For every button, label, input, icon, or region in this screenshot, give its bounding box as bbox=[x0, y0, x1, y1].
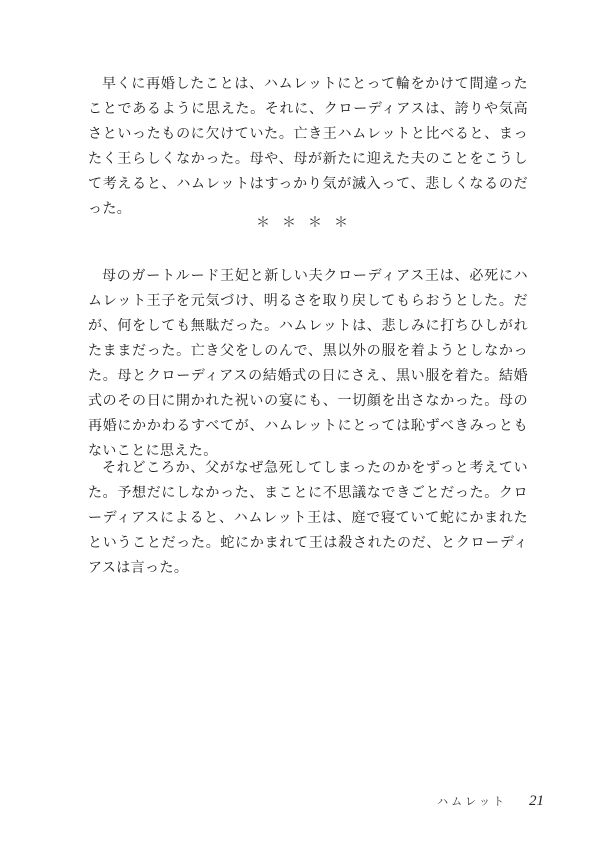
running-head: ハムレット bbox=[437, 795, 507, 808]
paragraph-3: それどころか、父がなぜ急死してしまったのかをずっと考えていた。予想だにしなかった、まことに不思議なできごとだった。クローディアスによると、ハムレット王は、庭で寝ていて蛇にかまれたということだった。蛇にかまれて王は殺されたのだ、とクローディアスは言った。 bbox=[88, 460, 528, 576]
page-number: 21 bbox=[529, 793, 544, 809]
page-footer bbox=[437, 793, 544, 810]
paragraph-2: 母のガートルード王妃と新しい夫クローディアス王は、必死にハムレット王子を元気づけ、明るさを取り戻してもらおうとした。だが、何をしても無駄だった。ハムレットは、悲しみに打ちひしがれたままだった。亡き父をしのんで、黒以外の服を着ようとしなかった。母とクローディアスの結婚式の日にさえ、黒い服を着た。結婚式のその日に開かれた祝いの宴にも、一切顔を出さなかった。母の再婚にかかわるすべてが、ハムレットにとっては恥ずべきみっともないことに思えた。 bbox=[88, 268, 528, 459]
paragraph-1: 早くに再婚したことは、ハムレットにとって輪をかけて間違ったことであるように思えた。それに、クローディアスは、誇りや気高さといったものに欠けていた。亡き王ハムレットと比べると、まったく王らしくなかった。母や、母が新たに迎えた夫のことをこうして考えると、ハムレットはすっかり気が滅入って、悲しくなるのだった。 bbox=[88, 76, 528, 217]
section-separator: ＊＊＊＊ bbox=[256, 215, 360, 231]
